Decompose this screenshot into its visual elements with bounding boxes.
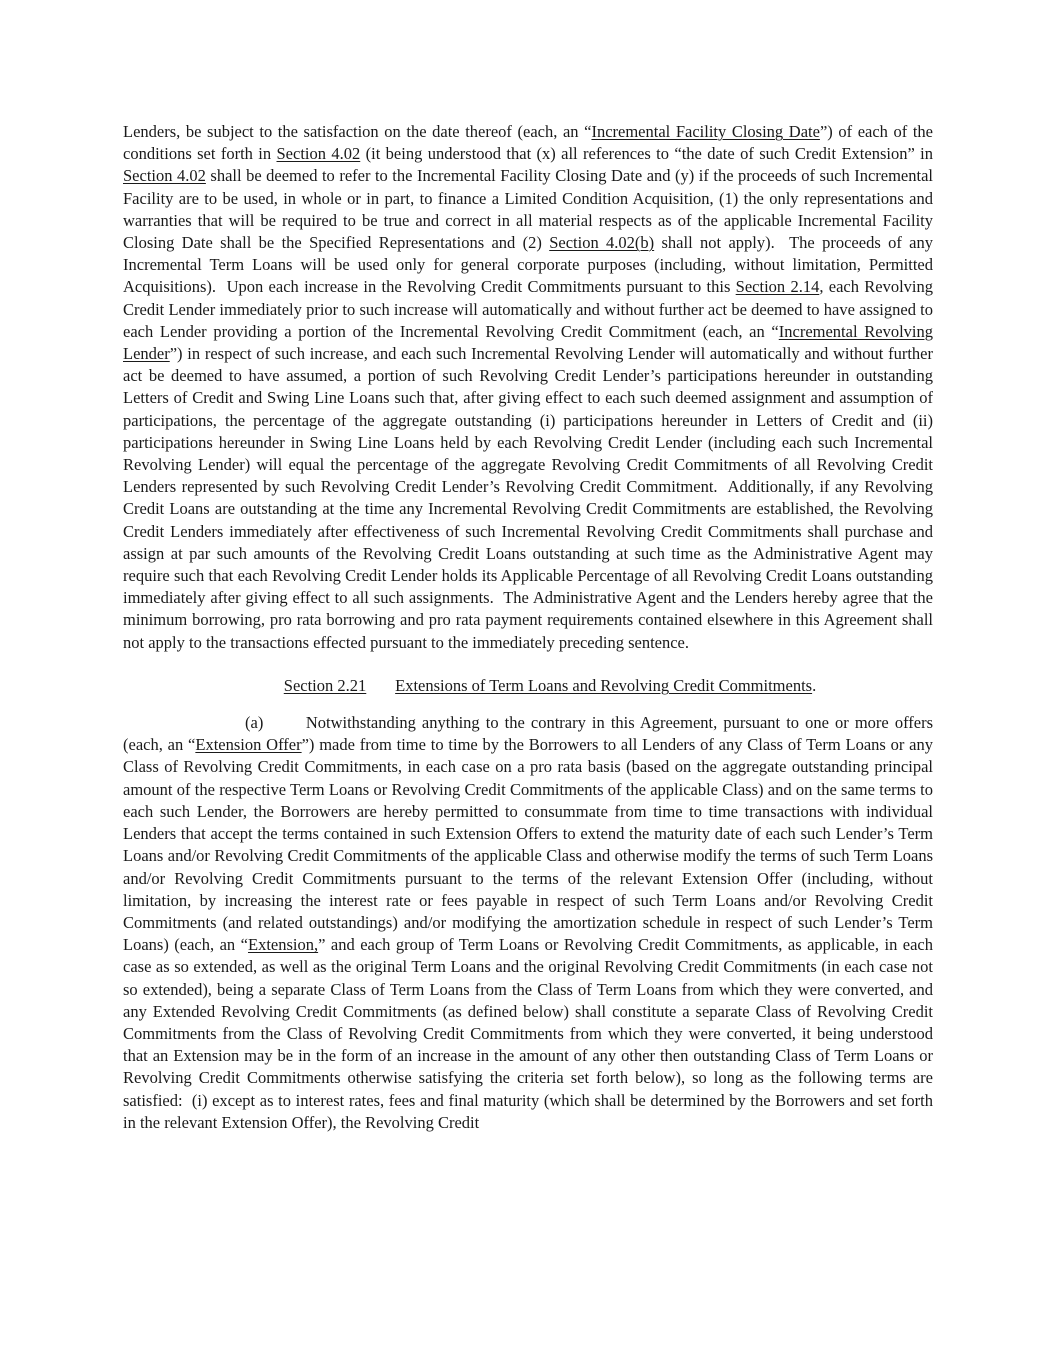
defined-term: Section 4.02(b) (549, 233, 655, 253)
text-run (263, 713, 306, 732)
text-run: . (812, 675, 817, 695)
text-run: Lenders, be subject to the satisfaction on the date thereof (each, an “ (123, 122, 592, 141)
text-run: , each Revolving Credit Lender immediately prior to such increase will automatically and without further act be deemed to have assigned to each Lender providing a portion of the Incremental Revolving Credit Commitment (each, an “ (123, 277, 933, 341)
section-2-21-heading (123, 675, 933, 697)
defined-term: Extension, (247, 935, 319, 955)
defined-term: Extensions of Term Loans and Revolving Credit Commitments (395, 675, 813, 695)
defined-term: Section 2.21 (283, 675, 367, 695)
text-run (366, 676, 395, 695)
defined-term: Incremental Facility Closing Date (591, 122, 820, 141)
text-run: shall not apply). The proceeds of any Incremental Term Loans will be used only for general corporate purposes (including, without limitation, Permitted Acquisitions). Upon each increase in the Revolving Credit Commitments pursuant to this (123, 233, 933, 297)
text-run: Notwithstanding anything to the contrary in this Agreement, pursuant to one or more offers (each, an “ (123, 713, 933, 755)
defined-term: Section 4.02 (123, 166, 206, 186)
defined-term: Extension Offer (195, 735, 302, 755)
paragraph-incremental-facility (123, 121, 933, 654)
defined-term: Section 2.14 (735, 277, 820, 297)
text-run: shall be deemed to refer to the Incremental Facility Closing Date and (y) if the proceeds of such Incremental Facility are to be used, in whole or in part, to finance a Limited Condition Acquisition, (1) the only representations and warranties that will be required to be true and correct in all material respects as of the applicable Incremental Facility Closing Date shall be the Specified Representations and (2) (123, 166, 933, 253)
text-run: (a) (245, 713, 264, 733)
text-run: ”) of each of the conditions set forth in (123, 122, 934, 164)
text-run: ”) made from time to time by the Borrowers to all Lenders of any Class of Term Loans or any Class of Revolving Credit Commitments, in each case on a pro rata basis (based on the aggregate outstanding principal amount of the respective Term Loans or Revolving Credit Commitments of the applicable Class) and on the same terms to each such Lender, the Borrowers are hereby permitted to consummate from time to time transactions with individual Lenders that accept the terms contained in such Extension Offers to extend the maturity date of each such Lender’s Term Loans and/or Revolving Credit Commitments of the applicable Class and otherwise modify the terms of such Term Loans and/or Revolving Credit Commitments pursuant to the terms of the relevant Extension Offer (including, without limitation, by increasing the interest rate or fees payable in respect of such Term Loans and/or Revolving Credit Commitments (and related outstandings) and/or modifying the amortization schedule in respect of such Lender’s Term Loans) (each, an “ (123, 735, 933, 955)
defined-term: Incremental Revolving Lender (123, 321, 933, 364)
text-run: ”) in respect of such increase, and each such Incremental Revolving Lender will automatically and without further act be deemed to have assumed, a portion of such Revolving Credit Lender’s participations hereunder in outstanding Letters of Credit and Swing Line Loans such that, after giving effect to each such deemed assignment and assumption of participations, the percentage of the aggregate outstanding (i) participations hereunder in Letters of Credit and (ii) participations hereunder in Swing Line Loans held by each Revolving Credit Lender (including each such Incremental Revolving Lender) will equal the percentage of the aggregate Revolving Credit Commitments of all Revolving Credit Lenders represented by such Revolving Credit Lender’s Revolving Credit Commitment. Additionally, if any Revolving Credit Loans are outstanding at the time any Incremental Revolving Credit Commitments are established, the Revolving Credit Lenders immediately after effectiveness of such Incremental Revolving Credit Commitments shall purchase and assign at par such amounts of the Revolving Credit Loans outstanding at such time as the Administrative Agent may require such that each Revolving Credit Lender holds its Applicable Percentage of all Revolving Credit Loans outstanding immediately after giving effect to all such assignments. The Administrative Agent and the Lenders hereby agree that the minimum borrowing, pro rata borrowing and pro rata payment requirements contained elsewhere in this Agreement shall not apply to the transactions effected pursuant to the immediately preceding sentence. (123, 344, 933, 652)
text-run: (it being understood that (x) all references to “the date of such Credit Extension” in (360, 144, 933, 164)
text-run: ” and each group of Term Loans or Revolving Credit Commitments, as applicable, in each case as so extended, as well as the original Term Loans and the original Revolving Credit Commitments (in each case not so extended), being a separate Class of Term Loans from the Class of Term Loans from which they were converted, and any Extended Revolving Credit Commitments (as defined below) shall constitute a separate Class of Revolving Credit Commitments from the Class of Revolving Credit Commitments from which they were converted, it being understood that an Extension may be in the form of an increase in the amount of any other then outstanding Class of Term Loans or Revolving Credit Commitments otherwise satisfying the criteria set forth below), so long as the following terms are satisfied: (i) except as to interest rates, fees and final maturity (which shall be determined by the Borrowers and set forth in the relevant Extension Offer), the Revolving Credit (123, 935, 934, 1132)
defined-term: Section 4.02 (276, 144, 361, 164)
paragraph-2a-extensions (123, 712, 933, 1134)
